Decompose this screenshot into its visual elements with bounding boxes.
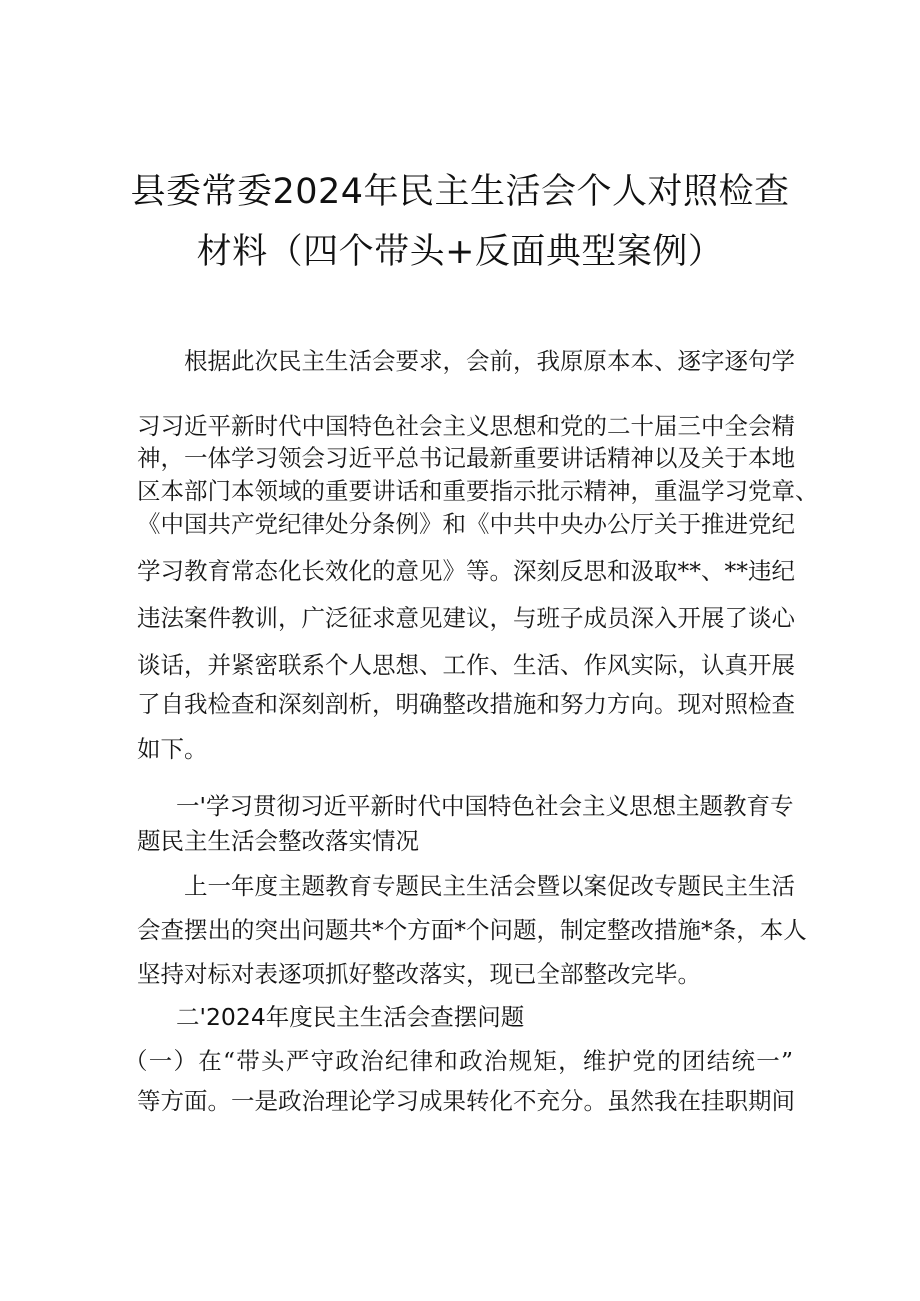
intro-line: 区本部门本领域的重要讲话和重要指示批示精神，重温学习党章、: [137, 477, 819, 505]
section-heading-line: 一'学习贯彻习近平新时代中国特色社会主义思想主题教育专: [176, 792, 794, 820]
section-2-line: （一）在“带头严守政治纪律和政治规矩，维护党的团结统一”: [124, 1047, 793, 1075]
intro-line: 违法案件教训，广泛征求意见建议，与班子成员深入开展了谈心: [137, 604, 795, 632]
intro-line: 习习近平新时代中国特色社会主义思想和党的二十届三中全会精: [137, 412, 795, 440]
intro-line: 《中国共产党纪律处分条例》和《中共中央办公厅关于推进党纪: [137, 510, 795, 538]
intro-line: 神，一体学习领会习近平总书记最新重要讲话精神以及关于本地: [137, 444, 795, 472]
intro-line: 根据此次民主生活会要求，会前，我原原本本、逐字逐句学: [184, 347, 795, 375]
section-heading-line: 题民主生活会整改落实情况: [137, 827, 419, 855]
section-2-heading: 二'2024年度民主生活会查摆问题: [176, 1003, 525, 1031]
intro-line: 学习教育常态化长效化的意见》等。深刻反思和汲取**、**违纪: [137, 557, 795, 585]
intro-line: 谈话，并紧密联系个人思想、工作、生活、作风实际，认真开展: [137, 651, 795, 679]
section-1-line: 上一年度主题教育专题民主生活会暨以案促改专题民主生活: [184, 872, 795, 900]
section-1-line: 坚持对标对表逐项抓好整改落实，现已全部整改完毕。: [137, 960, 701, 988]
document-title-line-1: 县委常委2024年民主生活会个人对照检查: [130, 172, 790, 212]
section-2-line: 等方面。一是政治理论学习成果转化不充分。虽然我在挂职期间: [137, 1087, 795, 1115]
intro-line: 如下。: [137, 735, 208, 763]
document-title-line-2: 材料（四个带头+反面典型案例）: [196, 232, 724, 272]
intro-line: 了自我检查和深刻剖析，明确整改措施和努力方向。现对照检查: [137, 690, 795, 718]
section-1-line: 会查摆出的突出问题共*个方面*个问题，制定整改措施*条，本人: [137, 916, 807, 944]
